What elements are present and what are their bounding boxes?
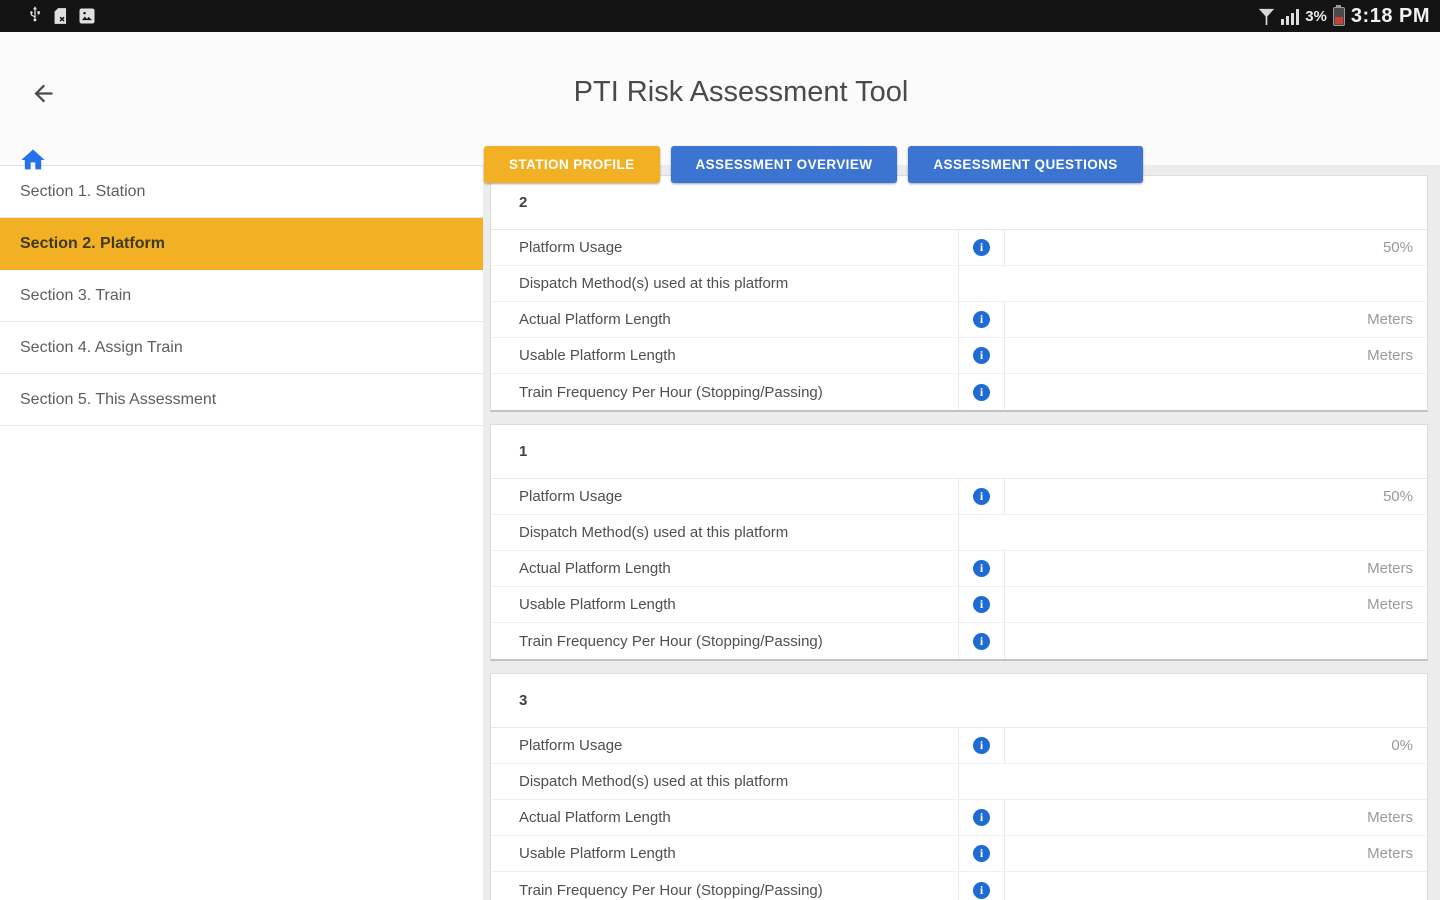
platform-row	[491, 302, 1427, 338]
info-icon-cell	[959, 872, 1005, 900]
row-value-field[interactable]	[1005, 266, 1427, 301]
page-title: PTI Risk Assessment Tool	[573, 76, 909, 108]
row-label: Actual Platform Length	[491, 551, 959, 586]
row-value-field[interactable]	[1005, 374, 1427, 410]
info-icon-cell	[959, 623, 1005, 659]
sidebar-item-section-5-this-assessment[interactable]: Section 5. This Assessment	[0, 374, 483, 426]
row-label: Usable Platform Length	[491, 587, 959, 622]
empty-icon-cell	[959, 266, 1005, 301]
usb-icon	[26, 6, 44, 26]
row-label: Train Frequency Per Hour (Stopping/Passing)	[491, 374, 959, 410]
platform-row	[491, 515, 1427, 551]
sd-card-error-icon	[51, 6, 70, 26]
info-icon-cell	[959, 479, 1005, 514]
empty-icon-cell	[959, 515, 1005, 550]
info-icon[interactable]: i	[973, 311, 990, 328]
network-antenna-icon	[1258, 7, 1275, 26]
row-value-field[interactable]: Meters	[1367, 845, 1413, 862]
status-bar	[0, 0, 1440, 32]
tab-station-profile[interactable]: STATION PROFILE	[484, 146, 660, 183]
row-value-field[interactable]: Meters	[1367, 560, 1413, 577]
row-value-field[interactable]: Meters	[1367, 596, 1413, 613]
row-value-field[interactable]	[1005, 623, 1427, 659]
platform-row	[491, 551, 1427, 587]
row-label: Actual Platform Length	[491, 302, 959, 337]
row-value-field[interactable]: 0%	[1391, 737, 1413, 754]
info-icon[interactable]: i	[973, 882, 990, 899]
cell-signal-icon	[1281, 8, 1299, 25]
status-left-icons	[8, 6, 97, 26]
platform-row	[491, 800, 1427, 836]
row-value-field[interactable]: Meters	[1367, 311, 1413, 328]
platform-card	[490, 175, 1428, 412]
info-icon-cell	[959, 230, 1005, 265]
info-icon-cell	[959, 836, 1005, 871]
home-icon	[19, 146, 47, 177]
info-icon[interactable]: i	[973, 347, 990, 364]
tab-assessment-overview[interactable]: ASSESSMENT OVERVIEW	[671, 146, 898, 183]
platform-row	[491, 338, 1427, 374]
info-icon[interactable]: i	[973, 845, 990, 862]
row-label: Dispatch Method(s) used at this platform	[491, 515, 959, 550]
sidebar-item-section-4-assign-train[interactable]: Section 4. Assign Train	[0, 322, 483, 374]
row-value-field[interactable]	[1005, 515, 1427, 550]
info-icon[interactable]: i	[973, 633, 990, 650]
app-header	[0, 32, 1440, 172]
platform-row	[491, 374, 1427, 410]
row-value-field[interactable]: Meters	[1367, 809, 1413, 826]
platform-row	[491, 587, 1427, 623]
platform-card-title: 2	[491, 176, 1427, 230]
info-icon[interactable]: i	[973, 737, 990, 754]
platform-row	[491, 230, 1427, 266]
info-icon[interactable]: i	[973, 560, 990, 577]
info-icon[interactable]: i	[973, 809, 990, 826]
info-icon-cell	[959, 338, 1005, 373]
info-icon-cell	[959, 800, 1005, 835]
battery-percent: 3%	[1305, 7, 1327, 25]
row-label: Dispatch Method(s) used at this platform	[491, 266, 959, 301]
info-icon-cell	[959, 302, 1005, 337]
platform-card	[490, 673, 1428, 900]
platform-row	[491, 872, 1427, 900]
tab-assessment-questions[interactable]: ASSESSMENT QUESTIONS	[908, 146, 1142, 183]
info-icon-cell	[959, 374, 1005, 410]
row-label: Usable Platform Length	[491, 338, 959, 373]
platform-row	[491, 728, 1427, 764]
sidebar-item-section-1-station[interactable]: Section 1. Station	[0, 166, 483, 218]
platform-card-title: 3	[491, 674, 1427, 728]
back-arrow-icon	[30, 80, 57, 110]
platform-list	[483, 165, 1440, 900]
platform-row	[491, 266, 1427, 302]
home-button[interactable]	[16, 144, 50, 178]
row-label: Platform Usage	[491, 479, 959, 514]
row-label: Train Frequency Per Hour (Stopping/Passing)	[491, 872, 959, 900]
sidebar-item-section-2-platform[interactable]: Section 2. Platform	[0, 218, 483, 270]
row-label: Platform Usage	[491, 728, 959, 763]
back-button[interactable]	[26, 78, 60, 112]
sidebar-item-section-3-train[interactable]: Section 3. Train	[0, 270, 483, 322]
info-icon-cell	[959, 728, 1005, 763]
section-sidebar	[0, 165, 483, 900]
info-icon-cell	[959, 587, 1005, 622]
platform-card-title: 1	[491, 425, 1427, 479]
row-label: Train Frequency Per Hour (Stopping/Passing)	[491, 623, 959, 659]
row-value-field[interactable]: 50%	[1382, 239, 1413, 256]
row-label: Actual Platform Length	[491, 800, 959, 835]
platform-card	[490, 424, 1428, 661]
empty-icon-cell	[959, 764, 1005, 799]
platform-row	[491, 836, 1427, 872]
info-icon[interactable]: i	[973, 239, 990, 256]
row-label: Dispatch Method(s) used at this platform	[491, 764, 959, 799]
info-icon[interactable]: i	[973, 596, 990, 613]
row-value-field[interactable]	[1005, 764, 1427, 799]
screenshot-icon	[77, 6, 97, 26]
row-value-field[interactable]: Meters	[1367, 347, 1413, 364]
info-icon-cell	[959, 551, 1005, 586]
platform-row	[491, 623, 1427, 659]
info-icon[interactable]: i	[973, 384, 990, 401]
row-label: Usable Platform Length	[491, 836, 959, 871]
info-icon[interactable]: i	[973, 488, 990, 505]
app-body	[0, 165, 1440, 900]
row-label: Platform Usage	[491, 230, 959, 265]
status-clock: 3:18 PM	[1350, 4, 1430, 27]
row-value-field[interactable]: 50%	[1382, 488, 1413, 505]
tab-bar	[484, 146, 1143, 183]
battery-icon	[1333, 7, 1345, 26]
status-right-cluster	[1258, 5, 1432, 28]
platform-row	[491, 764, 1427, 800]
platform-row	[491, 479, 1427, 515]
row-value-field[interactable]	[1005, 872, 1427, 900]
